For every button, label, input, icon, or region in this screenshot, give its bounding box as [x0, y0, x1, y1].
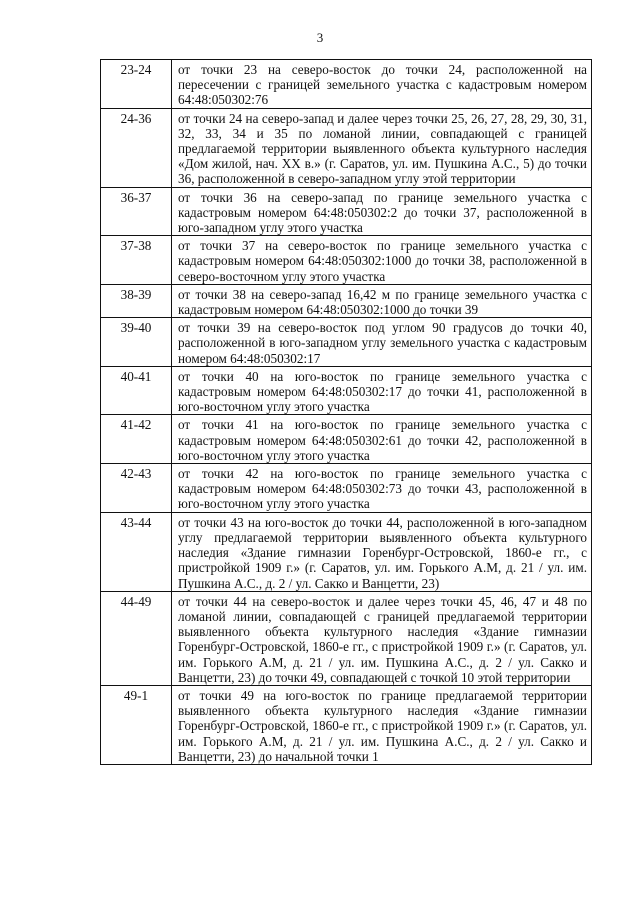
page-number: 3	[316, 30, 324, 45]
segment-cell: 36-37	[101, 187, 172, 236]
table-row	[101, 187, 592, 236]
description-cell: от точки 43 на юго-восток до точки 44, расположенной в юго-западном углу предлагаемой территории выявленного объекта культурного наследия «Здание гимназии Горенбург-Островской, 1860-е гг., с пристройкой 1909 г.» (г. Саратов, ул. им. Горького А.М, д. 21 / ул. им. Пушкина А.С., д. 2 / ул. Сакко и Ванцетти, 23)	[172, 512, 592, 591]
table-row	[101, 60, 592, 109]
description-cell: от точки 24 на северо-запад и далее через точки 25, 26, 27, 28, 29, 30, 31, 32, 33, 34 и 35 по ломаной линии, совпадающей с границей предлагаемой территории выявленного объекта культурного наследия «Дом жилой, нач. XX в.» (г. Саратов, ул. им. Пушкина А.С., 5) до точки 36, расположенной в северо-западном углу этой территории	[172, 108, 592, 187]
description-cell: от точки 38 на северо-запад 16,42 м по границе земельного участка с кадастровым номером 64:48:050302:1000 до точки 39	[172, 284, 592, 317]
table-row	[101, 284, 592, 317]
segment-cell: 40-41	[101, 366, 172, 415]
segment-cell: 24-36	[101, 108, 172, 187]
table-row	[101, 464, 592, 513]
segment-cell: 23-24	[101, 60, 172, 109]
table-row	[101, 415, 592, 464]
segment-cell: 49-1	[101, 685, 172, 764]
table-row	[101, 236, 592, 285]
description-cell: от точки 49 на юго-восток по границе предлагаемой территории выявленного объекта культурного наследия «Здание гимназии Горенбург-Островской, 1860-е гг., с пристройкой 1909 г.» (г. Саратов, ул. им. Горького А.М, д. 21 / ул. им. Пушкина А.С., д. 2 / ул. Сакко и Ванцетти, 23) до начальной точки 1	[172, 685, 592, 764]
description-cell: от точки 23 на северо-восток до точки 24, расположенной на пересечении с границей земельного участка с кадастровым номером 64:48:050302:76	[172, 60, 592, 109]
description-cell: от точки 36 на северо-запад по границе земельного участка с кадастровым номером 64:48:050302:2 до точки 37, расположенной в юго-западном углу этого участка	[172, 187, 592, 236]
description-cell: от точки 37 на северо-восток по границе земельного участка с кадастровым номером 64:48:050302:1000 до точки 38, расположенной в северо-восточном углу этого участка	[172, 236, 592, 285]
description-cell: от точки 44 на северо-восток и далее через точки 45, 46, 47 и 48 по ломаной линии, совпадающей с границей предлагаемой территории выявленного объекта культурного наследия «Здание гимназии Горенбург-Островской, 1860-е гг., с пристройкой 1909 г.» (г. Саратов, ул. им. Горького А.М, д. 21 / ул. им. Пушкина А.С., д. 2 / ул. Сакко и Ванцетти, 23) до точки 49, совпадающей с точкой 10 этой территории	[172, 591, 592, 685]
table-row	[101, 318, 592, 367]
description-cell: от точки 39 на северо-восток под углом 90 градусов до точки 40, расположенной в юго-западном углу земельного участка с кадастровым номером 64:48:050302:17	[172, 318, 592, 367]
table-row	[101, 366, 592, 415]
description-cell: от точки 41 на юго-восток по границе земельного участка с кадастровым номером 64:48:050302:61 до точки 42, расположенной в юго-восточном углу этого участка	[172, 415, 592, 464]
boundary-description-table	[100, 59, 592, 765]
segment-cell: 37-38	[101, 236, 172, 285]
segment-cell: 41-42	[101, 415, 172, 464]
table-row	[101, 512, 592, 591]
segment-cell: 42-43	[101, 464, 172, 513]
table-row	[101, 108, 592, 187]
segment-cell: 44-49	[101, 591, 172, 685]
description-cell: от точки 40 на юго-восток по границе земельного участка с кадастровым номером 64:48:050302:17 до точки 41, расположенной в юго-восточном углу этого участка	[172, 366, 592, 415]
segment-cell: 43-44	[101, 512, 172, 591]
segment-cell: 38-39	[101, 284, 172, 317]
description-cell: от точки 42 на юго-восток по границе земельного участка с кадастровым номером 64:48:050302:73 до точки 43, расположенной в юго-восточном углу этого участка	[172, 464, 592, 513]
table-row	[101, 685, 592, 764]
table-row	[101, 591, 592, 685]
segment-cell: 39-40	[101, 318, 172, 367]
